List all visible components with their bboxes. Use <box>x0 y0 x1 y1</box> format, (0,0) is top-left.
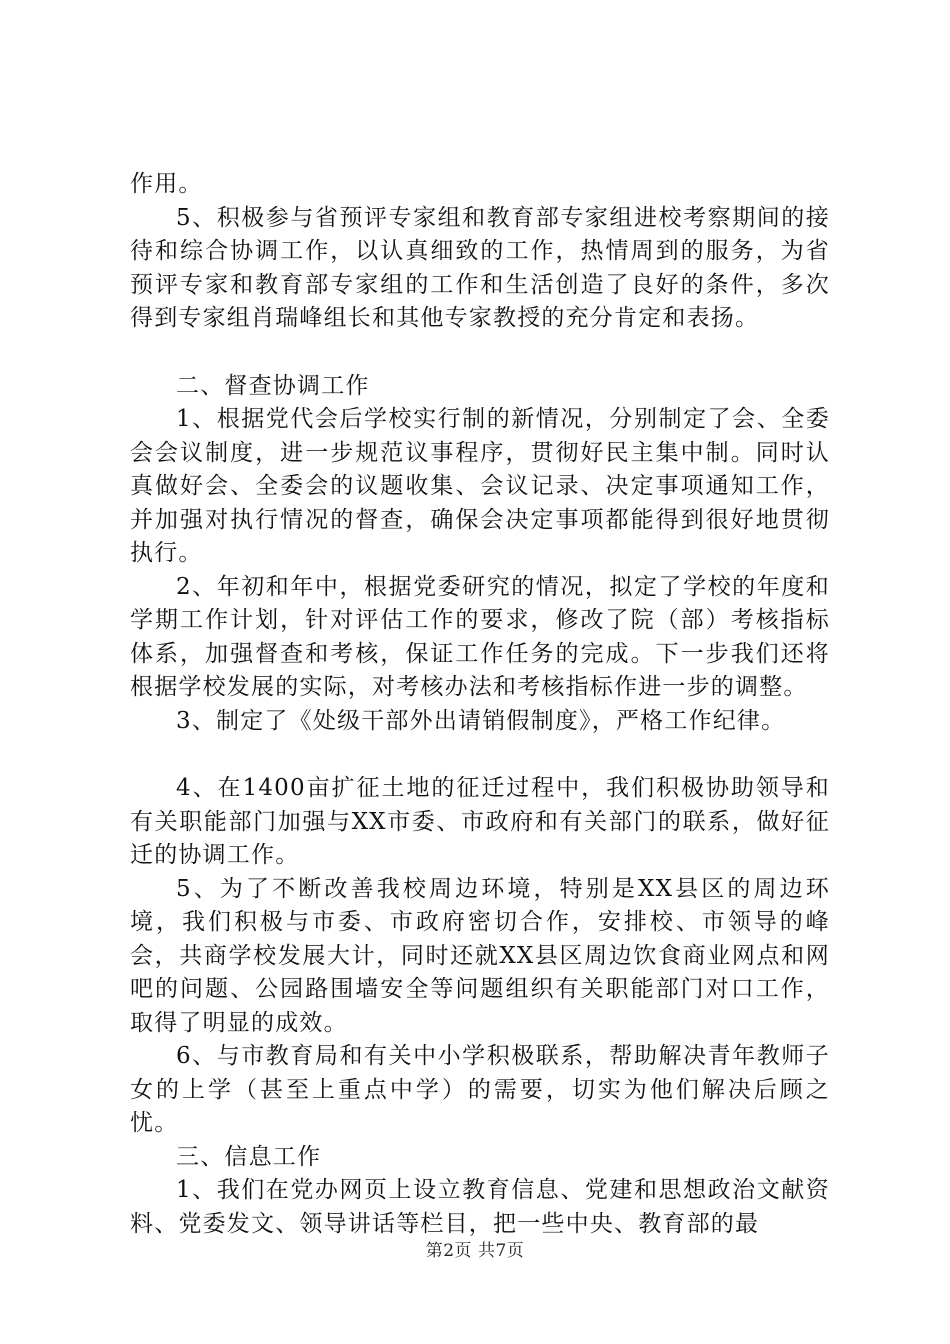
document-body <box>130 168 830 1241</box>
paragraph-item-1-meeting-system: 1、根据党代会后学校实行制的新情况，分别制定了会、全委会会议制度，进一步规范议事程序，贯彻好民主集中制。同时认真做好会、全委会的议题收集、会议记录、决定事项通知工作，并加强对执行情况的督查，确保会决定事项都能得到很好地贯彻执行。 <box>130 406 830 566</box>
paragraph-continuation: 作用。 <box>130 171 203 197</box>
page-number-footer: 第2页 共7页 <box>425 1241 525 1261</box>
section-gap <box>130 336 830 370</box>
paragraph-item-5-reception: 5、积极参与省预评专家组和教育部专家组进校考察期间的接待和综合协调工作，以认真细致的工作，热情周到的服务，为省预评专家和教育部专家组的工作和生活创造了良好的条件，多次得到专家组肖瑞峰组长和其他专家教授的充分肯定和表扬。 <box>130 204 830 331</box>
section-heading-information: 三、信息工作 <box>176 1143 322 1170</box>
paragraph-item-2-work-plan: 2、年初和年中，根据党委研究的情况，拟定了学校的年度和学期工作计划，针对评估工作的要求，修改了院（部）考核指标体系，加强督查和考核，保证工作任务的完成。下一步我们还将根据学校发展的实际，对考核办法和考核指标作进一步的调整。 <box>130 573 830 700</box>
section-gap <box>130 738 830 772</box>
paragraph-item-6-education: 6、与市教育局和有关中小学积极联系，帮助解决青年教师子女的上学（甚至上重点中学）的需要，切实为他们解决后顾之忧。 <box>130 1043 830 1136</box>
paragraph-item-1-webpage: 1、我们在党办网页上设立教育信息、党建和思想政治文献资料、党委发文、领导讲话等栏目，把一些中央、教育部的最 <box>130 1177 830 1237</box>
paragraph-item-5-environment: 5、为了不断改善我校周边环境，特别是XX县区的周边环境，我们积极与市委、市政府密切合作，安排校、市领导的峰会，共商学校发展大计，同时还就XX县区周边饮食商业网点和网吧的问题、公园路围墙安全等问题组织有关职能部门对口工作，取得了明显的成效。 <box>130 875 830 1036</box>
section-heading-supervision: 二、督查协调工作 <box>176 372 370 399</box>
paragraph-item-3-leave-system: 3、制定了《处级干部外出请销假制度》，严格工作纪律。 <box>176 707 786 734</box>
paragraph-item-4-land-acquisition: 4、在1400亩扩征土地的征迁过程中，我们积极协助领导和有关职能部门加强与XX市委、市政府和有关部门的联系，做好征迁的协调工作。 <box>130 775 830 868</box>
